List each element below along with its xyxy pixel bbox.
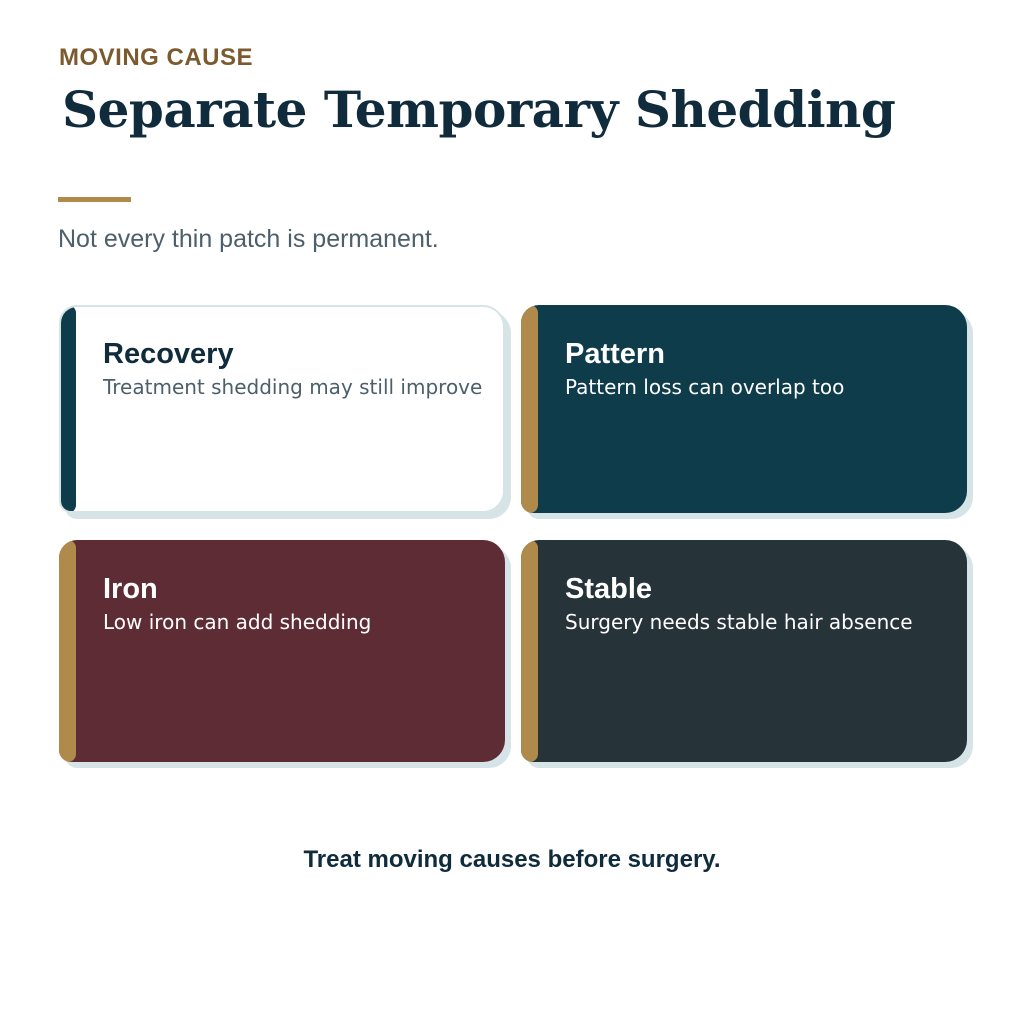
card-pattern bbox=[521, 305, 967, 513]
card-accent-bar bbox=[521, 305, 538, 513]
eyebrow-label: MOVING CAUSE bbox=[59, 44, 254, 71]
card-iron bbox=[59, 540, 505, 762]
card-title: Pattern bbox=[565, 338, 665, 370]
card-title: Recovery bbox=[103, 338, 234, 370]
accent-rule bbox=[58, 197, 131, 202]
subtitle: Not every thin patch is permanent. bbox=[58, 225, 439, 253]
card-accent-bar bbox=[59, 540, 76, 762]
card-text: Surgery needs stable hair absence bbox=[565, 610, 913, 634]
card-accent-bar bbox=[59, 305, 76, 513]
card-title: Stable bbox=[565, 573, 653, 605]
card-accent-bar bbox=[521, 540, 538, 762]
page-title: Separate Temporary Shedding bbox=[62, 80, 896, 139]
card-text: Low iron can add shedding bbox=[103, 610, 372, 634]
card-text: Pattern loss can overlap too bbox=[565, 375, 845, 399]
card-title: Iron bbox=[103, 573, 158, 605]
card-recovery bbox=[59, 305, 505, 513]
footer-takeaway: Treat moving causes before surgery. bbox=[303, 846, 721, 873]
card-text: Treatment shedding may still improve bbox=[103, 375, 483, 399]
card-stable bbox=[521, 540, 967, 762]
